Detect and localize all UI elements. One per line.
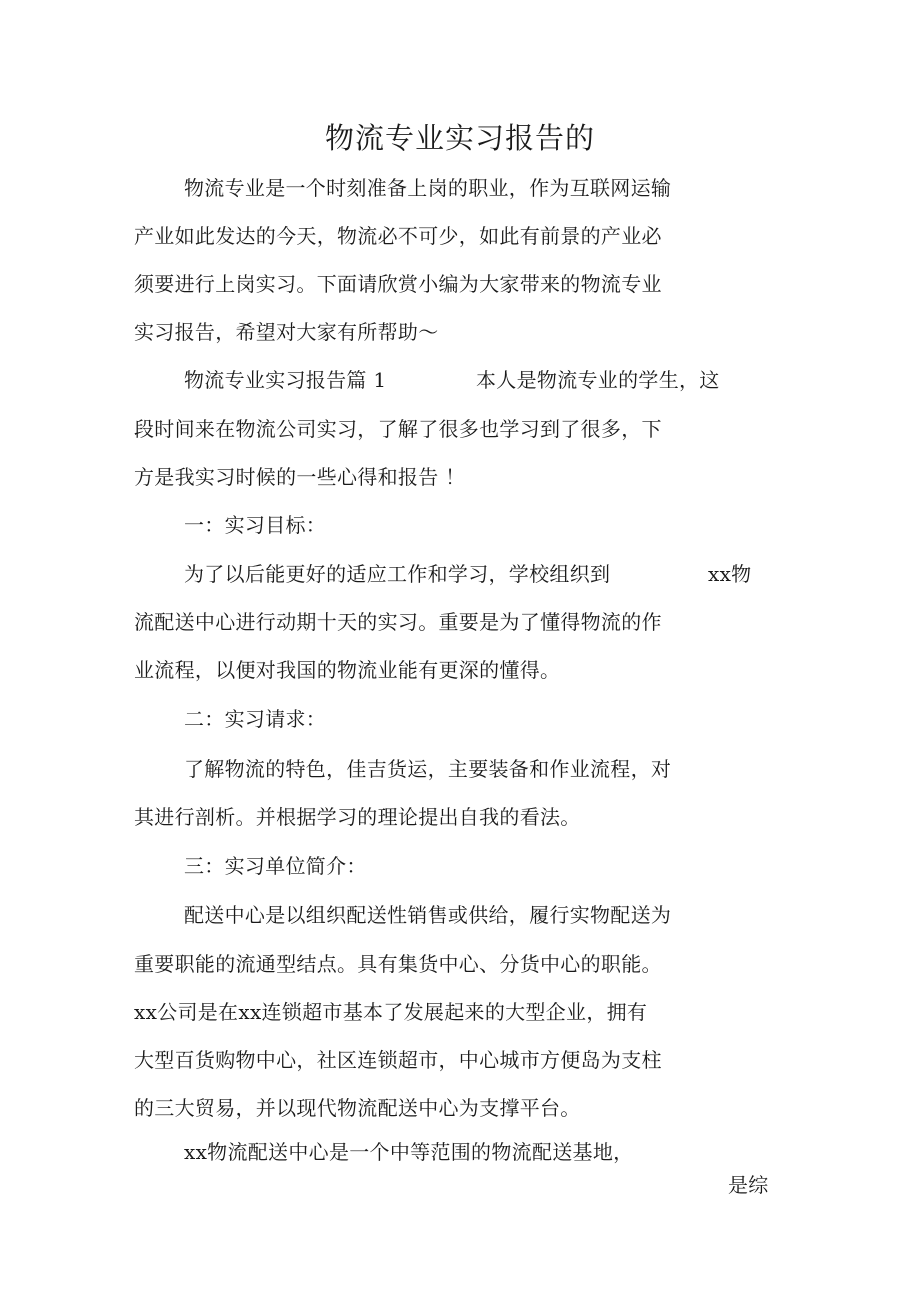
paragraph-line: 大型百货购物中心，社区连锁超市，中心城市方便岛为支柱 [134,1048,662,1072]
paragraph-line: 为了以后能更好的适应工作和学习，学校组织到 [184,562,611,586]
section-heading: 一：实习目标： [184,513,327,537]
paragraph-line: xx物流配送中心是一个中等范围的物流配送基地， [184,1140,634,1164]
paragraph-line: xx公司是在xx连锁超市基本了发展起来的大型企业，拥有 [134,1000,648,1024]
paragraph-line: 方是我实习时候的一些心得和报告 ！ [134,465,466,489]
document-title: 物流专业实习报告的 [324,121,595,155]
paragraph-line: 了解物流的特色，佳吉货运，主要装备和作业流程，对 [184,757,672,781]
paragraph-line: 实习报告，希望对大家有所帮助〜 [134,320,439,344]
paragraph-line: 配送中心是以组织配送性销售或供给，履行实物配送为 [184,903,672,927]
paragraph-line: 其进行剖析。并根据学习的理论提出自我的看法。 [134,805,581,829]
paragraph-line: 重要职能的流通型结点。具有集货中心、分货中心的职能。 [134,952,662,976]
paragraph-line: 产业如此发达的今天，物流必不可少，如此有前景的产业必 [134,224,662,248]
section-heading: 二：实习请求： [184,707,327,731]
paragraph-line: 须要进行上岗实习。下面请欣赏小编为大家带来的物流专业 [134,272,662,296]
section-heading: 三：实习单位简介： [184,854,367,878]
paragraph-line: xx物 [708,562,752,586]
section-heading: 物流专业实习报告篇 1 [184,368,387,392]
paragraph-line: 段时间来在物流公司实习，了解了很多也学习到了很多，下 [134,417,662,441]
paragraph-line: 的三大贸易，并以现代物流配送中心为支撑平台。 [134,1096,581,1120]
paragraph-line: 业流程，以便对我国的物流业能有更深的懂得。 [134,658,561,682]
paragraph-line: 是综 [728,1173,769,1197]
paragraph-line: 物流专业是一个时刻准备上岗的职业，作为互联网运输 [184,176,672,200]
paragraph-line: 流配送中心进行动期十天的实习。重要是为了懂得物流的作 [134,610,662,634]
paragraph-line: 本人是物流专业的学生，这 [476,368,720,392]
